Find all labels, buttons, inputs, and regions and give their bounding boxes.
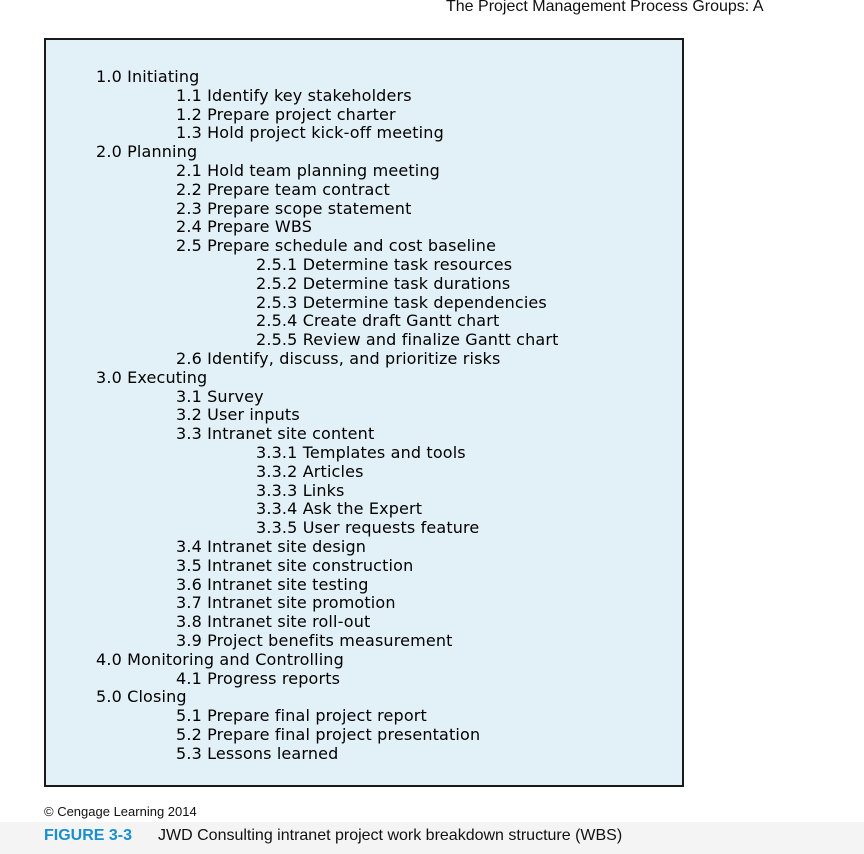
wbs-item-level-2: 2.2 Prepare team contract <box>176 179 390 199</box>
wbs-box <box>44 38 684 787</box>
wbs-item-level-3: 2.5.1 Determine task resources <box>256 254 513 274</box>
wbs-item-level-2: 3.9 Project benefits measurement <box>176 630 453 650</box>
wbs-item-level-1: 5.0 Closing <box>96 687 187 707</box>
wbs-item-level-2: 5.1 Prepare final project report <box>176 706 427 726</box>
running-header: The Project Management Process Groups: A <box>446 0 764 15</box>
wbs-item-level-1: 4.0 Monitoring and Controlling <box>96 649 344 669</box>
figure-label: FIGURE 3-3 <box>44 827 133 844</box>
wbs-item-level-2: 1.3 Hold project kick-off meeting <box>176 123 444 143</box>
wbs-item-level-3: 2.5.5 Review and finalize Gantt chart <box>256 330 559 350</box>
wbs-item-level-2: 4.1 Progress reports <box>176 668 341 688</box>
wbs-item-level-2: 2.3 Prepare scope statement <box>176 198 412 218</box>
wbs-item-level-1: 1.0 Initiating <box>96 67 200 86</box>
wbs-item-level-1: 2.0 Planning <box>96 142 198 162</box>
wbs-item-level-3: 2.5.3 Determine task dependencies <box>256 292 547 312</box>
wbs-item-level-2: 5.3 Lessons learned <box>176 743 339 763</box>
wbs-item-level-2: 1.1 Identify key stakeholders <box>176 85 412 105</box>
wbs-item-level-2: 3.8 Intranet site roll-out <box>176 612 371 632</box>
copyright-credit: © Cengage Learning 2014 <box>44 804 197 819</box>
wbs-item-level-2: 1.2 Prepare project charter <box>176 104 396 124</box>
wbs-item-level-2: 3.6 Intranet site testing <box>176 574 369 594</box>
wbs-item-level-2: 2.4 Prepare WBS <box>176 217 313 237</box>
wbs-item-level-3: 2.5.4 Create draft Gantt chart <box>256 311 500 331</box>
wbs-item-level-2: 3.1 Survey <box>176 386 264 406</box>
wbs-item-level-2: 3.3 Intranet site content <box>176 424 375 444</box>
wbs-item-level-2: 5.2 Prepare final project presentation <box>176 724 481 744</box>
wbs-item-level-3: 2.5.2 Determine task durations <box>256 273 511 293</box>
wbs-item-level-2: 3.5 Intranet site construction <box>176 555 414 575</box>
figure-caption <box>44 827 622 845</box>
wbs-item-level-2: 3.7 Intranet site promotion <box>176 593 396 613</box>
wbs-item-level-3: 3.3.5 User requests feature <box>256 518 480 538</box>
wbs-item-level-2: 2.5 Prepare schedule and cost baseline <box>176 236 497 256</box>
wbs-item-level-3: 3.3.2 Articles <box>256 461 364 481</box>
wbs-item-level-1: 3.0 Executing <box>96 367 208 387</box>
figure-caption-text: JWD Consulting intranet project work breakdown structure (WBS) <box>158 827 623 844</box>
wbs-item-level-3: 3.3.3 Links <box>256 480 345 500</box>
wbs-item-level-2: 2.6 Identify, discuss, and prioritize risks <box>176 348 501 368</box>
wbs-item-level-3: 3.3.4 Ask the Expert <box>256 499 423 519</box>
wbs-item-level-3: 3.3.1 Templates and tools <box>256 442 466 462</box>
wbs-item-level-2: 2.1 Hold team planning meeting <box>176 160 440 180</box>
wbs-item-level-2: 3.2 User inputs <box>176 405 300 425</box>
wbs-list <box>46 68 682 763</box>
wbs-item-level-2: 3.4 Intranet site design <box>176 536 367 556</box>
